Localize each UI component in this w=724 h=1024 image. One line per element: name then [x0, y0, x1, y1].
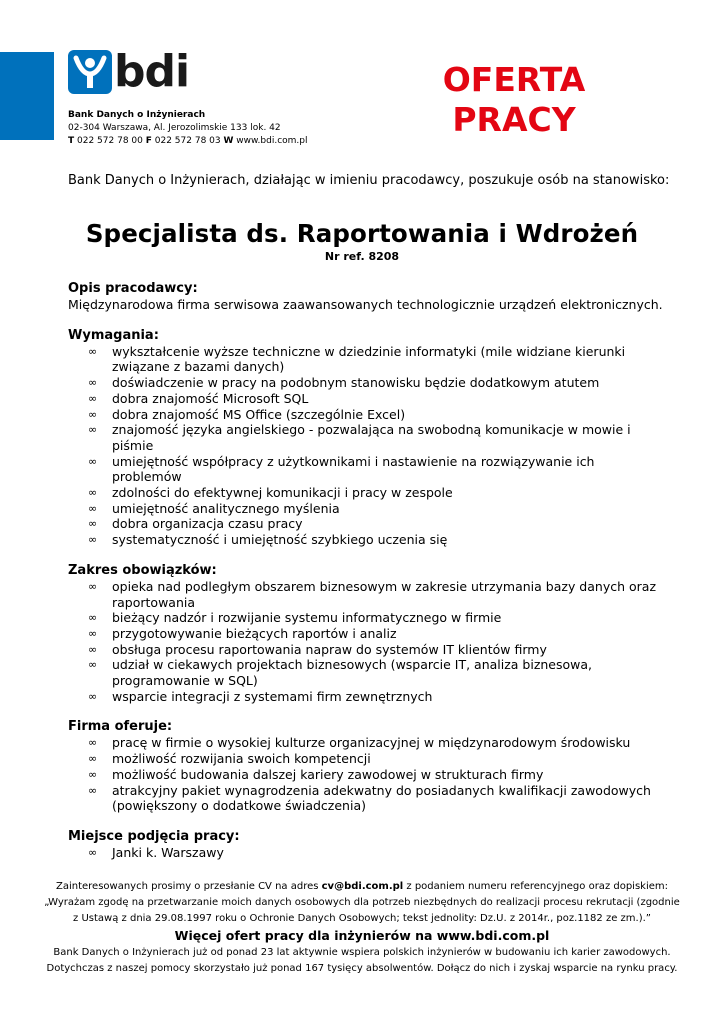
more-offers-link[interactable]: Więcej ofert pracy dla inżynierów na www.bdi.com.pl [174, 928, 550, 943]
list-item [68, 610, 668, 626]
offer-title [414, 60, 614, 140]
infinity-bullet-icon: ∞ [88, 752, 98, 766]
infinity-bullet-icon: ∞ [88, 501, 98, 515]
list-item-text: doświadczenie w pracy na podobnym stanowisku będzie dodatkowym atutem [112, 375, 600, 391]
list-item [68, 735, 668, 751]
list-item-text: zdolności do efektywnej komunikacji i pracy w zespole [112, 485, 453, 501]
employer-heading: Opis pracodawcy: [68, 281, 198, 296]
offers-section [68, 719, 668, 814]
about-line-1: Bank Danych o Inżynierach już od ponad 23 lat aktywnie wspiera polskich inżynierów w budowaniu ich karier zawodowych. [53, 947, 671, 958]
list-item-text: wykształcenie wyższe techniczne w dziedzinie informatyki (mile widziane kierunki związane z bazami danych) [112, 343, 626, 375]
list-item-text: umiejętność współpracy z użytkownikami i nastawienie na rozwiązywanie ich problemów [112, 453, 595, 485]
list-item [68, 485, 668, 501]
brand-color-bar [0, 52, 54, 140]
infinity-bullet-icon: ∞ [88, 845, 98, 859]
employer-description: Międzynarodowa firma serwisowa zaawansowanych technologicznie urządzeń elektronicznych. [68, 297, 663, 312]
location-section [68, 829, 668, 861]
infinity-bullet-icon: ∞ [88, 486, 98, 500]
infinity-bullet-icon: ∞ [88, 642, 98, 656]
list-item [68, 422, 668, 453]
offer-content [68, 281, 668, 876]
infinity-bullet-icon: ∞ [88, 391, 98, 405]
list-item-text: przygotowywanie bieżących raportów i analiz [112, 625, 397, 641]
offers-heading: Firma oferuje: [68, 719, 173, 735]
company-name: Bank Danych o Inżynierach [68, 110, 206, 120]
employer-section [68, 281, 668, 313]
infinity-bullet-icon: ∞ [88, 611, 98, 625]
infinity-bullet-icon: ∞ [88, 533, 98, 547]
requirements-section [68, 328, 668, 548]
infinity-bullet-icon: ∞ [88, 626, 98, 640]
list-item-text: umiejętność analitycznego myślenia [112, 500, 340, 516]
list-item [68, 845, 668, 861]
job-title: Specjalista ds. Raportowania i Wdrożeń [85, 219, 639, 248]
web-address: www.bdi.com.pl [236, 136, 308, 146]
infinity-bullet-icon: ∞ [88, 517, 98, 531]
infinity-bullet-icon: ∞ [88, 783, 98, 797]
offer-title-line2: PRACY [452, 100, 576, 139]
list-item-text: atrakcyjny pakiet wynagrodzenia adekwatny do posiadanych kwalifikacji zawodowych (powiększony o dodatkowe świadczenia) [112, 782, 651, 814]
list-item [68, 375, 668, 391]
infinity-bullet-icon: ∞ [88, 689, 98, 703]
list-item-text: bieżący nadzór i rozwijanie systemu informatycznego w firmie [112, 610, 502, 626]
offers-list [68, 735, 668, 814]
apply-instructions [0, 879, 724, 895]
fax-label: F [145, 136, 152, 146]
phone-label: T [68, 136, 75, 146]
list-item-text: Janki k. Warszawy [112, 844, 224, 860]
infinity-bullet-icon: ∞ [88, 658, 98, 672]
consent-line-2: z Ustawą z dnia 29.08.1997 roku o Ochronie Danych Osobowych; tekst jednolity: Dz.U. z 2014r., poz.1182 ze zm.).” [73, 913, 651, 924]
footer [0, 879, 724, 977]
list-item-text: możliwość budowania dalszej kariery zawodowej w strukturach firmy [112, 766, 544, 782]
person-logo-icon [68, 50, 112, 94]
infinity-bullet-icon: ∞ [88, 454, 98, 468]
list-item [68, 532, 668, 548]
list-item-text: możliwość rozwijania swoich kompetencji [112, 751, 371, 767]
duties-list [68, 579, 668, 705]
intro-text: Bank Danych o Inżynierach, działając w imieniu pracodawcy, poszukuje osób na stanowisko: [68, 173, 670, 188]
list-item-text: obsługa procesu raportowania napraw do systemów IT klientów firmy [112, 641, 547, 657]
list-item [68, 689, 668, 705]
apply-email-link[interactable]: cv@bdi.com.pl [321, 881, 404, 892]
list-item [68, 454, 668, 485]
list-item [68, 391, 668, 407]
company-address: 02-304 Warszawa, Al. Jerozolimskie 133 lok. 42 [68, 123, 281, 133]
infinity-bullet-icon: ∞ [88, 376, 98, 390]
infinity-bullet-icon: ∞ [88, 767, 98, 781]
list-item [68, 344, 668, 375]
list-item-text: znajomość języka angielskiego - pozwalająca na swobodną komunikacje w mowie i piśmie [112, 422, 631, 453]
company-contacts [68, 135, 308, 148]
list-item [68, 642, 668, 658]
infinity-bullet-icon: ∞ [88, 344, 98, 358]
list-item [68, 516, 668, 532]
location-list [68, 845, 668, 861]
list-item-text: dobra znajomość Microsoft SQL [112, 390, 309, 406]
requirements-list [68, 344, 668, 548]
list-item [68, 751, 668, 767]
infinity-bullet-icon: ∞ [88, 736, 98, 750]
company-info [68, 109, 308, 148]
list-item [68, 579, 668, 610]
job-reference: Nr ref. 8208 [324, 250, 400, 263]
logo-text: bdi [114, 46, 190, 97]
list-item-text: wsparcie integracji z systemami firm zewnętrznych [112, 688, 433, 704]
list-item [68, 407, 668, 423]
list-item [68, 626, 668, 642]
duties-section [68, 563, 668, 705]
list-item [68, 783, 668, 814]
apply-text-pre: Zainteresowanych prosimy o przesłanie CV na adres [55, 881, 322, 892]
fax-number: 022 572 78 03 [154, 136, 221, 146]
offer-title-line1: OFERTA [442, 60, 586, 99]
about-line-2: Dotychczas z naszej pomocy skorzystało już ponad 167 tysięcy absolwentów. Dołącz do nich i zyskaj wsparcie na rynku pracy. [46, 963, 678, 974]
duties-heading: Zakres obowiązków: [68, 562, 217, 578]
bdi-logo [68, 46, 190, 97]
infinity-bullet-icon: ∞ [88, 407, 98, 421]
list-item-text: systematyczność i umiejętność szybkiego uczenia się [112, 532, 448, 548]
location-heading: Miejsce podjęcia pracy: [68, 828, 240, 844]
list-item-text: udział w ciekawych projektach biznesowych (wsparcie IT, analiza biznesowa, programowanie w SQL) [112, 657, 593, 689]
infinity-bullet-icon: ∞ [88, 579, 98, 593]
list-item-text: pracę w firmie o wysokiej kulturze organizacyjnej w międzynarodowym środowisku [112, 735, 631, 751]
list-item [68, 501, 668, 517]
infinity-bullet-icon: ∞ [88, 423, 98, 437]
list-item [68, 767, 668, 783]
requirements-heading: Wymagania: [68, 327, 159, 343]
list-item-text: dobra znajomość MS Office (szczególnie Excel) [112, 406, 406, 422]
list-item-text: dobra organizacja czasu pracy [112, 516, 303, 532]
list-item-text: opieka nad podległym obszarem biznesowym w zakresie utrzymania bazy danych oraz raportowania [112, 578, 657, 610]
phone-number: 022 572 78 00 [77, 136, 143, 146]
web-label: W [223, 136, 234, 146]
consent-line-1: „Wyrażam zgodę na przetwarzanie moich danych osobowych dla potrzeb niezbędnych do realizacji procesu rekrutacji (zgodnie [44, 897, 680, 908]
list-item [68, 657, 668, 688]
apply-text-post: z podaniem numeru referencyjnego oraz dopiskiem: [403, 881, 668, 892]
